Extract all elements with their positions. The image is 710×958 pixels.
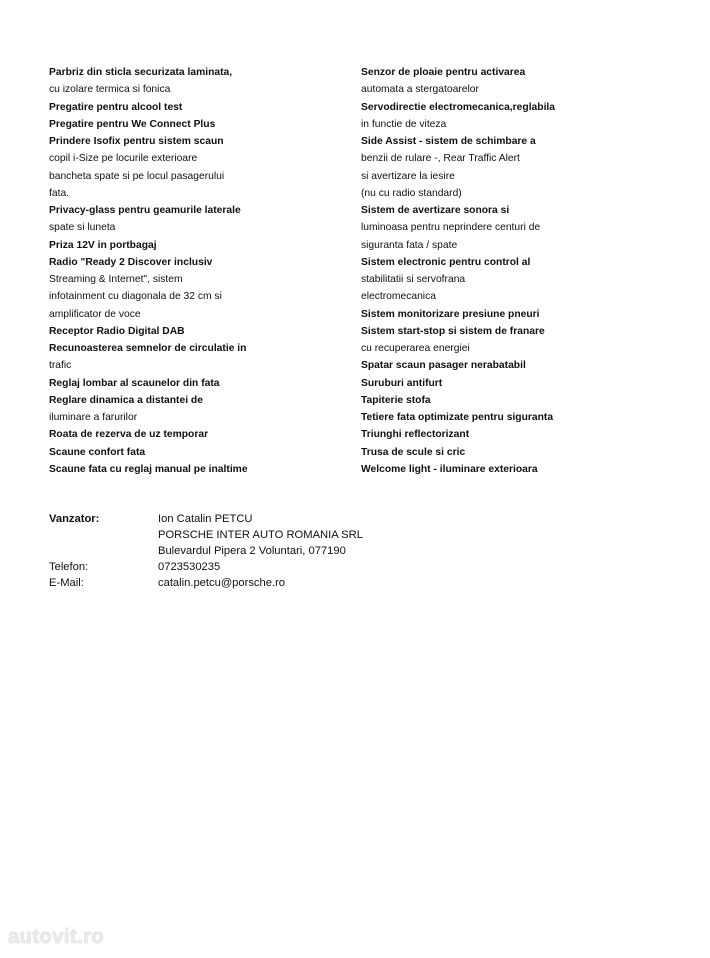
feature-line: Sistem monitorizare presiune pneuri [361,308,540,320]
feature-line: Parbriz din sticla securizata laminata, [49,67,233,78]
feature-line: iluminare a farurilor [49,412,138,423]
features-left-column [49,64,349,478]
feature-line: Reglare dinamica a distantei de [49,394,203,406]
feature-line: fata. [49,187,70,199]
feature-line: (nu cu radio standard) [361,187,462,199]
feature-line: Sistem de avertizare sonora si [361,205,510,216]
feature-line: Spatar scaun pasager nerabatabil [361,360,526,372]
feature-line: infotainment cu diagonala de 32 cm si [49,291,222,303]
feature-line: electromecanica [361,291,436,303]
feature-line: luminoasa pentru neprindere centuri de [361,222,541,234]
seller-name: Ion Catalin PETCU [158,513,253,525]
feature-line: Radio "Ready 2 Discover inclusiv [49,256,213,268]
feature-line: Pregatire pentru We Connect Plus [49,118,216,130]
feature-line: Scaune fata cu reglaj manual pe inaltime [49,463,248,475]
feature-line: bancheta spate si pe locul pasagerului [49,170,225,182]
feature-line: trafic [49,360,72,372]
feature-line: Scaune confort fata [49,446,146,458]
company-name: PORSCHE INTER AUTO ROMANIA SRL [158,529,363,541]
feature-line: Sistem electronic pentru control al [361,256,531,268]
feature-line: stabilitatii si servofrana [361,274,466,285]
feature-line: Trusa de scule si cric [361,446,466,458]
email-label: E-Mail: [49,577,84,589]
feature-line: Recunoasterea semnelor de circulatie in [49,343,247,354]
feature-line: Suruburi antifurt [361,377,443,389]
feature-line: cu izolare termica si fonica [49,84,171,96]
feature-line: Prindere Isofix pentru sistem scaun [49,136,224,147]
feature-line: amplificator de voce [49,308,141,320]
phone-number: 0723530235 [158,561,221,573]
company-row [49,527,649,543]
feature-line: Welcome light - iluminare exterioara [361,463,538,475]
phone-label: Telefon: [49,561,89,573]
feature-line: Tapiterie stofa [361,394,431,406]
feature-line: benzii de rulare -, Rear Traffic Alert [361,153,520,165]
feature-line: Sistem start-stop si sistem de franare [361,325,545,337]
email-row [49,575,649,591]
feature-line: siguranta fata / spate [361,239,458,251]
feature-line: cu recuperarea energiei [361,343,470,354]
feature-line: spate si luneta [49,222,116,234]
phone-row [49,559,649,575]
feature-line: Priza 12V in portbagaj [49,239,157,251]
feature-line: Side Assist - sistem de schimbare a [361,136,536,147]
email-address: catalin.petcu@porsche.ro [158,577,286,589]
feature-line: Senzor de ploaie pentru activarea [361,67,526,78]
feature-line: Servodirectie electromecanica,reglabila [361,101,556,113]
feature-line: Tetiere fata optimizate pentru siguranta [361,412,554,423]
address-row [49,543,649,559]
seller-row [49,511,649,527]
feature-line: Streaming & Internet", sistem [49,274,183,285]
feature-line: Triunghi reflectorizant [361,429,470,441]
empty-label [49,527,158,543]
feature-line: Privacy-glass pentru geamurile laterale [49,205,241,216]
empty-label [49,543,158,559]
feature-line: automata a stergatoarelor [361,84,479,96]
seller-contact-block [49,511,649,591]
feature-line: Pregatire pentru alcool test [49,101,183,113]
feature-line: Reglaj lombar al scaunelor din fata [49,377,220,389]
feature-line: copil i-Size pe locurile exterioare [49,153,198,165]
company-address: Bulevardul Pipera 2 Voluntari, 077190 [158,545,346,557]
watermark-logo: autovit.ro [8,926,105,948]
feature-line: in functie de viteza [361,118,447,130]
features-right-column [361,64,681,478]
feature-line: si avertizare la iesire [361,170,455,182]
seller-label: Vanzator: [49,513,100,525]
feature-line: Roata de rezerva de uz temporar [49,429,209,441]
feature-line: Receptor Radio Digital DAB [49,325,185,337]
